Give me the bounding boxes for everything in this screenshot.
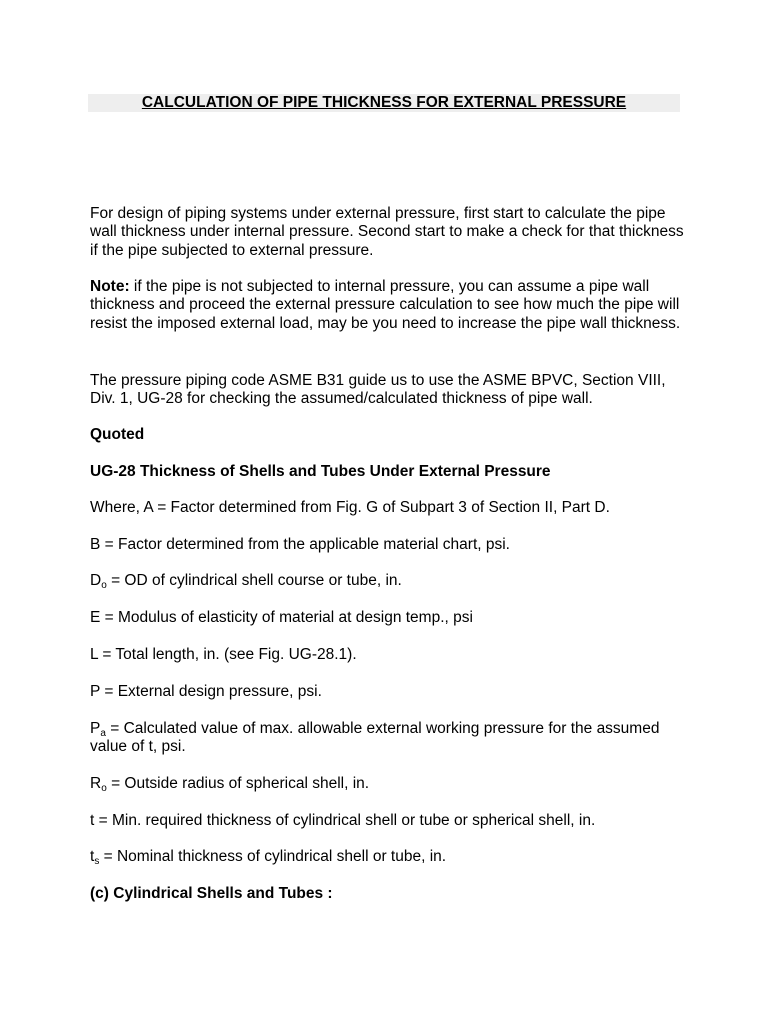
subscript-a: a (100, 728, 106, 739)
quoted-label: Quoted (90, 426, 145, 443)
definition-P: P = External design pressure, psi. (90, 683, 322, 700)
symbol-t: t (90, 848, 95, 865)
symbol-R: R (90, 775, 102, 792)
definition-Ro (90, 775, 690, 793)
page-title: CALCULATION OF PIPE THICKNESS FOR EXTERNAL PRESSURE (141, 94, 627, 111)
note-text: if the pipe is not subjected to internal pressure, you can assume a pipe wall thickness and proceed the external pressure calculation to see how much the pipe will resist the imposed external load, may be you need to increase the pipe wall thickness. (90, 278, 681, 332)
definition-A: Where, A = Factor determined from Fig. G of Subpart 3 of Section II, Part D. (90, 499, 610, 516)
definition-E: E = Modulus of elasticity of material at design temp., psi (90, 609, 473, 626)
definition-Do (90, 572, 690, 590)
symbol-D: D (90, 572, 102, 589)
code-reference-paragraph: The pressure piping code ASME B31 guide us to use the ASME BPVC, Section VIII, Div. 1, UG-28 for checking the assumed/calculated thickness of pipe wall. (90, 372, 666, 408)
definition-Pa (90, 720, 690, 757)
subscript-o: o (101, 783, 107, 794)
note-label: Note: (90, 278, 130, 295)
ug28-heading: UG-28 Thickness of Shells and Tubes Under External Pressure (90, 463, 551, 480)
definition-ts (90, 848, 690, 866)
definition-Pa-text: = Calculated value of max. allowable external working pressure for the assumed value of t, psi. (90, 720, 660, 756)
intro-paragraph: For design of piping systems under external pressure, first start to calculate the pipe wall thickness under internal pressure. Second start to make a check for that thickness if the pipe subjected to external pressure. (90, 205, 684, 259)
note-paragraph (90, 278, 690, 333)
definition-B: B = Factor determined from the applicable material chart, psi. (90, 536, 510, 553)
subscript-o: o (101, 580, 107, 591)
definition-t: t = Min. required thickness of cylindrical shell or tube or spherical shell, in. (90, 812, 596, 829)
definition-ts-text: = Nominal thickness of cylindrical shell or tube, in. (99, 848, 447, 865)
definition-L: L = Total length, in. (see Fig. UG-28.1). (90, 646, 357, 663)
section-c-heading: (c) Cylindrical Shells and Tubes : (90, 885, 333, 902)
definition-Do-text: = OD of cylindrical shell course or tube, in. (106, 572, 402, 589)
symbol-P: P (90, 720, 101, 737)
definition-Ro-text: = Outside radius of spherical shell, in. (106, 775, 370, 792)
subscript-s: s (94, 856, 100, 867)
